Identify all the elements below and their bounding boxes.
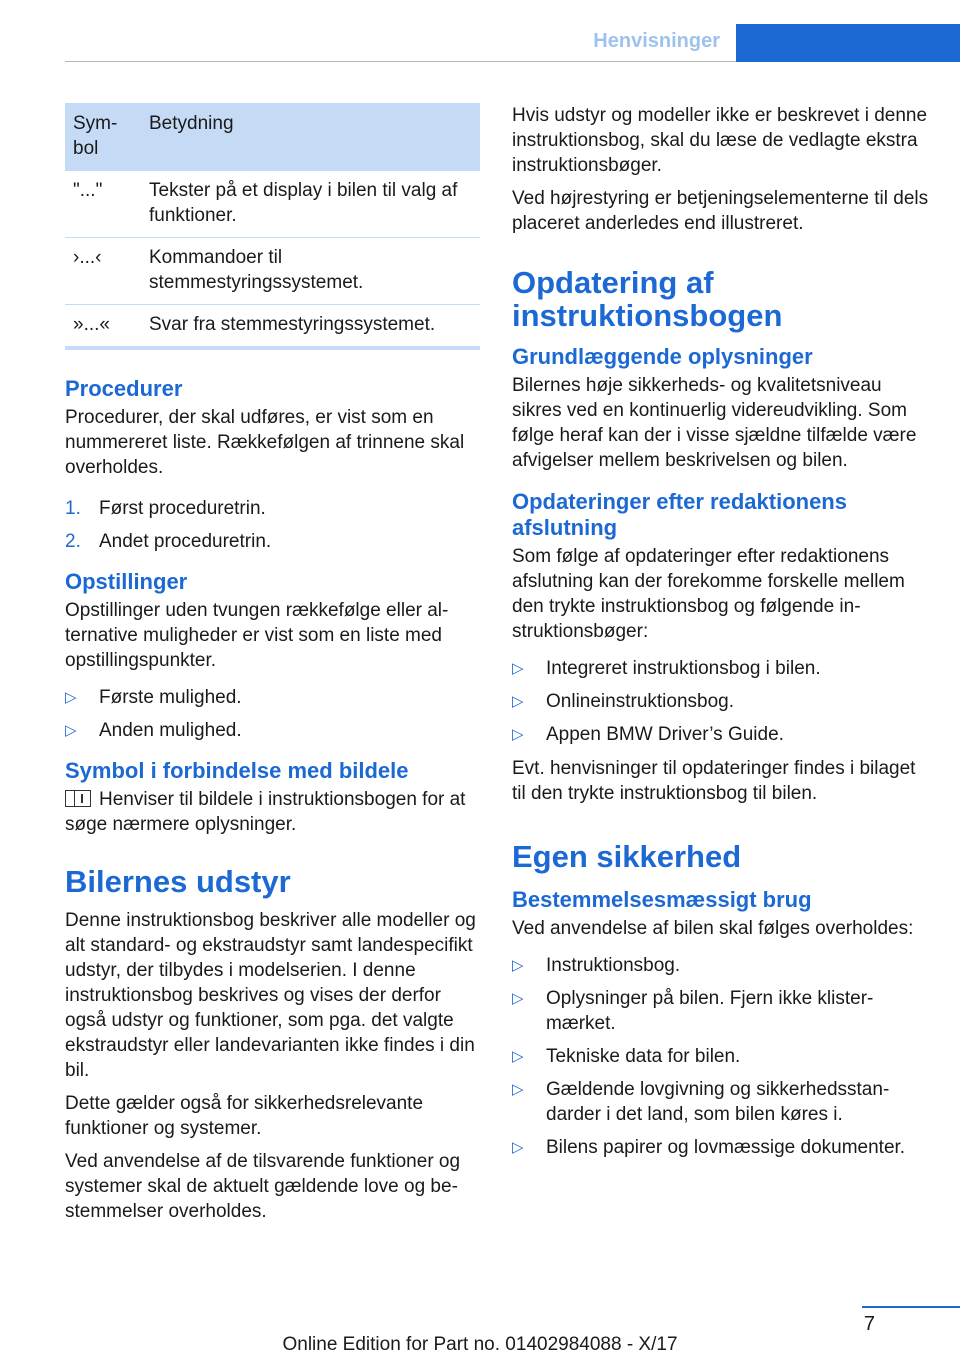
step-number: 2. [65, 531, 81, 552]
bullet-triangle-icon: ▷ [512, 1139, 524, 1156]
list-item [512, 953, 932, 978]
listings-text: Opstillinger uden tvungen rækkefølge eller alternative muligheder er vist som en liste med opstillingspunkter. [65, 600, 449, 671]
intended-use-text: Ved anvendelse af bilen skal følges overholdes: [512, 918, 914, 939]
update-basic-text: Bilernes høje sikkerheds- og kvalitetsniveau sikres ved en kontinuerlig videreudvikling. Som følge heraf kan der i visse sjældne tilfælde være afvigelser mellem beskrivelsen og bilen. [512, 375, 917, 471]
list-item [512, 1135, 932, 1160]
table-row [65, 238, 480, 305]
list-item [512, 656, 932, 681]
update-note: Evt. henvisninger til opdateringer findes i bilaget til den trykte instruktionsbog til bilen. [512, 758, 916, 804]
section-title: Henvisninger [593, 30, 720, 52]
update-basic-heading: Grundlæggende oplysninger [512, 344, 813, 369]
left-column [65, 103, 480, 1232]
update-after-text: Som følge af opdateringer efter redaktionens afslutning kan der forekomme forskelle mellem den trykte instruktionsbog og følgende instruktionsbøger: [512, 546, 905, 642]
update-heading: Opdatering af instruktionsbogen [512, 265, 783, 333]
image-reference-icon-marker [81, 794, 83, 803]
table-row [65, 171, 480, 238]
image-symbol-description: Henviser til bildele i instruktionsbogen for at søge nærmere oplysninger. [65, 789, 466, 835]
page-number: 7 [863, 1313, 875, 1335]
procedure-list [65, 496, 480, 554]
rule-text: Bilens papirer og lovmæssige dokumenter. [546, 1137, 906, 1158]
bullet-triangle-icon: ▷ [512, 693, 524, 710]
equipment-paragraph: Denne instruktionsbog beskriver alle modeller og alt standard- og ekstraudstyr samt landespecifikt udstyr, der tilbydes i modelserien. I denne instruktionsbog beskrives og vises der derfor også udstyr og funktioner, som pga. det valgte ekstraudstyr eller landevarianten ikke findes i din bil. [65, 910, 476, 1081]
option-text: Anden mulighed. [99, 720, 242, 741]
procedures-text: Procedurer, der skal udføres, er vist som en nummereret liste. Rækkefølgen af trinnene skal overholdes. [65, 407, 465, 478]
list-item [512, 1044, 932, 1069]
list-item [512, 689, 932, 714]
right-column [512, 103, 932, 1169]
bullet-triangle-icon: ▷ [512, 1048, 524, 1065]
equipment-paragraph: Ved anvendelse af de tilsvarende funktioner og systemer skal de aktuelt gældende love og bestemmelser overholdes. [65, 1151, 461, 1222]
edition-note: Online Edition for Part no. 01402984088 - X/17 [282, 1334, 678, 1355]
list-item [512, 986, 932, 1036]
options-list [65, 685, 480, 743]
step-text: Andet proceduretrin. [99, 531, 272, 552]
list-item [512, 1077, 932, 1127]
bullet-triangle-icon: ▷ [65, 689, 77, 706]
step-number: 1. [65, 498, 81, 519]
source-text: Appen BMW Driver’s Guide. [546, 724, 784, 745]
rule-text: Oplysninger på bilen. Fjern ikke klistermærket. [546, 988, 874, 1034]
symbol-cell: »...« [65, 305, 141, 349]
intended-use-list [512, 953, 932, 1160]
rule-text: Tekniske data for bilen. [546, 1046, 741, 1067]
update-after-heading: Opdateringer efter redaktionens afslutning [512, 489, 847, 540]
list-item [65, 496, 480, 521]
image-symbol-heading: Symbol i forbindelse med bildele [65, 758, 409, 783]
source-text: Integreret instruktionsbog i bilen. [546, 658, 821, 679]
image-reference-icon-divider [74, 790, 75, 807]
symbol-table-header [65, 103, 480, 171]
col-header-symbol [65, 103, 141, 171]
rule-text: Instruktionsbog. [546, 955, 681, 976]
list-item [65, 718, 480, 743]
image-reference-icon [65, 790, 91, 807]
intended-use-heading: Bestemmelsesmæssigt brug [512, 887, 812, 912]
step-text: Først proceduretrin. [99, 498, 266, 519]
equipment-paragraph: Dette gælder også for sikkerhedsrelevante funktioner og systemer. [65, 1093, 424, 1139]
symbol-cell: "..." [65, 171, 141, 238]
update-sources-list [512, 656, 932, 747]
list-item [65, 529, 480, 554]
bullet-triangle-icon: ▷ [512, 660, 524, 677]
symbol-table [65, 103, 480, 350]
col-header-symbol-l2: bol [73, 138, 99, 159]
image-symbol-text [65, 787, 480, 837]
bullet-triangle-icon: ▷ [512, 957, 524, 974]
option-text: Første mulighed. [99, 687, 242, 708]
bullet-triangle-icon: ▷ [65, 722, 77, 739]
table-row [65, 305, 480, 349]
bullet-triangle-icon: ▷ [512, 1081, 524, 1098]
footer-rule [862, 1306, 960, 1308]
procedures-heading: Procedurer [65, 376, 183, 401]
list-item [65, 685, 480, 710]
equipment-paragraph: Ved højrestyring er betjeningselementerne til dels placeret anderledes end illustreret. [512, 188, 929, 234]
equipment-paragraph: Hvis udstyr og modeller ikke er beskrevet i denne instruktionsbog, skal du læse de vedlagte ekstra instruktionsbøger. [512, 105, 928, 176]
col-header-meaning: Betydning [141, 103, 480, 171]
meaning-cell: Kommandoer til stemmestyringssystemet. [141, 238, 480, 305]
meaning-cell: Tekster på et display i bilen til valg af funktioner. [141, 171, 480, 238]
equipment-heading: Bilernes udstyr [65, 864, 291, 899]
meaning-cell: Svar fra stemmestyringssystemet. [141, 305, 480, 349]
bullet-triangle-icon: ▷ [512, 990, 524, 1007]
safety-heading: Egen sikkerhed [512, 839, 742, 874]
list-item [512, 722, 932, 747]
symbol-cell: ›...‹ [65, 238, 141, 305]
section-tab-block [736, 24, 960, 62]
listings-heading: Opstillinger [65, 569, 188, 594]
col-header-symbol-l1: Sym- [73, 113, 118, 134]
source-text: Onlineinstruktionsbog. [546, 691, 734, 712]
bullet-triangle-icon: ▷ [512, 726, 524, 743]
rule-text: Gældende lovgivning og sikkerhedsstandarder i det land, som bilen køres i. [546, 1079, 890, 1125]
